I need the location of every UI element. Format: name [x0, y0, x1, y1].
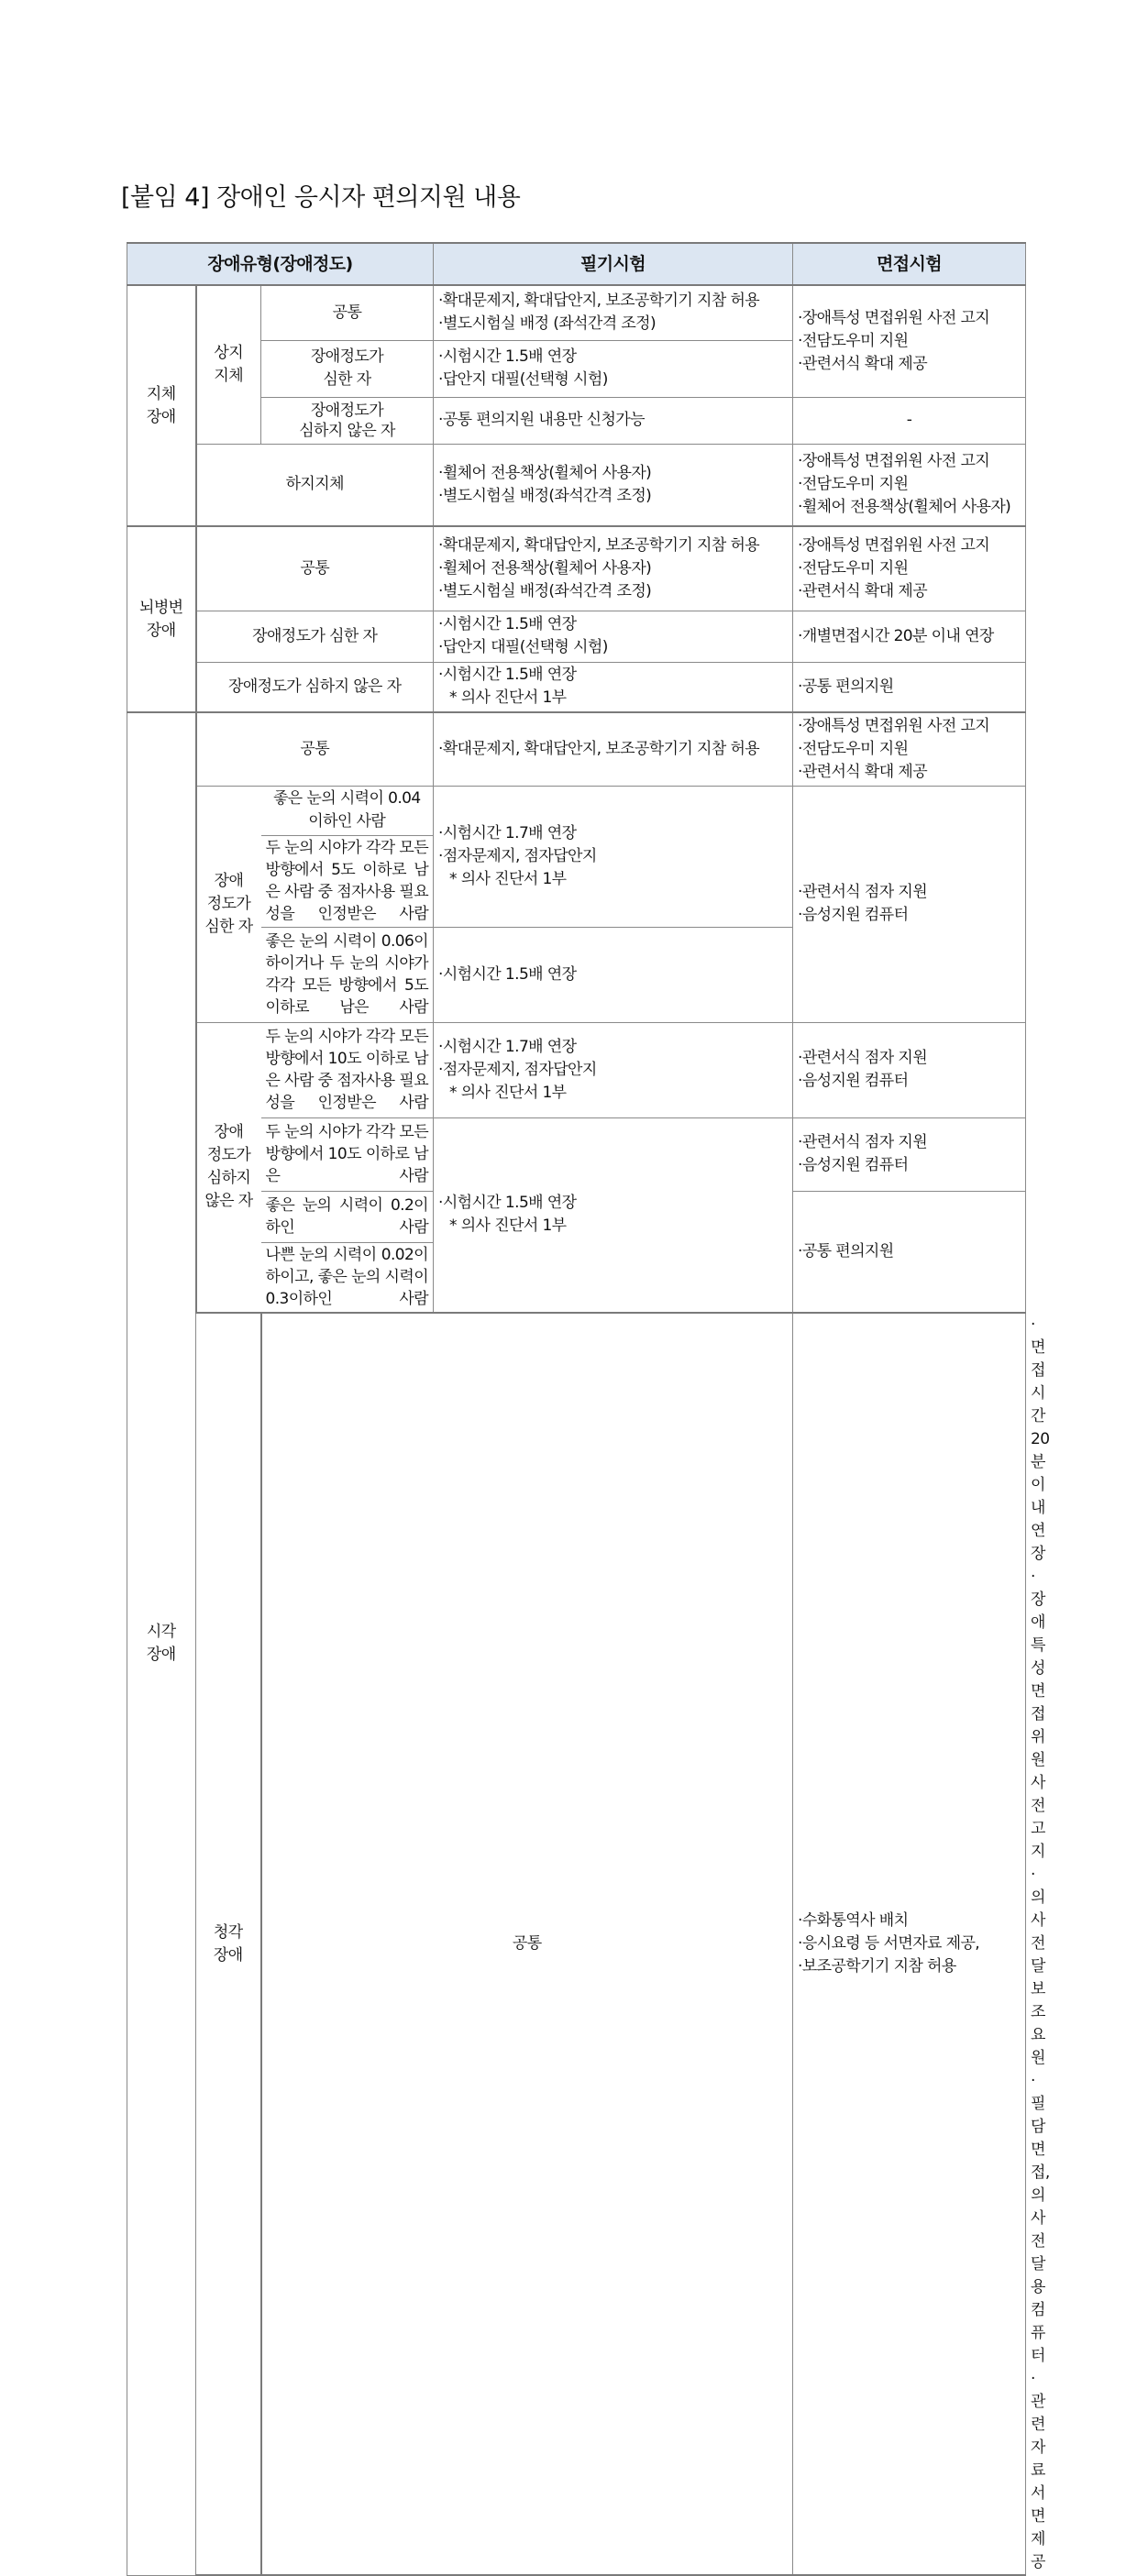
support-table: [127, 242, 1050, 2576]
list-item: · 관련서식 확대 제공: [798, 580, 1021, 603]
note-diagnosis: * 의사 진단서 1부: [438, 687, 788, 710]
list-item: · 관련서식 점자 지원: [798, 1131, 1021, 1154]
table-row: [127, 662, 1026, 712]
list-item: · 답안지 대필(선택형 시험): [438, 369, 788, 391]
cell-visual-severe-interview: [793, 786, 1026, 1022]
cell-brain-mild-interview: [793, 662, 1026, 712]
cell-upper-interview: [793, 285, 1026, 397]
list-item: · 전담도우미 지원: [798, 473, 1021, 496]
list-item: · 공통 편의지원: [798, 1240, 1021, 1263]
category-limb: 지체 장애: [127, 285, 196, 526]
list-item: · 확대문제지, 확대답안지, 보조공학기기 지참 허용: [438, 534, 788, 557]
table-row: [127, 444, 1026, 526]
category-hearing: 청각 장애: [196, 1313, 261, 2575]
header-row: [127, 243, 1026, 285]
cell-brain-mild-written: [434, 662, 793, 712]
list-item: · 별도시험실 배정(좌석간격 조정): [438, 580, 788, 603]
cell-brain-common-interview: [793, 526, 1026, 611]
table-row: [127, 397, 1026, 444]
list-item: · 답안지 대필(선택형 시험): [438, 636, 788, 659]
cell-limb-severe-written: [434, 340, 793, 397]
list-item: · 휠체어 전용책상(휠체어 사용자): [798, 496, 1021, 519]
cell-visual-severe-c2: 두 눈의 시야가 각각 모든 방향에서 5도 이하로 남은 사람 중 점자사용 필요성을 인정받은 사람: [261, 835, 434, 927]
cell-visual-severe-c3-written: [434, 927, 793, 1022]
table-row: [127, 526, 1026, 611]
note-diagnosis: * 의사 진단서 1부: [438, 1082, 788, 1105]
list-item: · 휠체어 전용책상(휠체어 사용자): [438, 462, 788, 485]
list-item: · 장애특성 면접위원 사전 고지: [798, 534, 1021, 557]
cell-lower-interview: [793, 444, 1026, 526]
list-item: · 수화통역사 배치: [798, 1910, 1021, 1932]
cell-visual-common: 공통: [196, 712, 434, 786]
cell-brain-severe: 장애정도가 심한 자: [196, 611, 434, 662]
cell-brain-severe-written: [434, 611, 793, 662]
list-item: · 시험시간 1.7배 연장: [438, 822, 788, 845]
table-row: [127, 1022, 1026, 1117]
cell-lower-written: [434, 444, 793, 526]
table-row: [127, 611, 1026, 662]
cell-visual-mild-c2-interview: [793, 1117, 1026, 1191]
cell-limb-mild-written: [434, 397, 793, 444]
cell-limb-common: 공통: [261, 285, 434, 340]
table-row: [127, 1117, 1026, 1191]
note-diagnosis: * 의사 진단서 1부: [438, 868, 788, 891]
list-item: · 공통 편의지원: [798, 676, 1021, 699]
list-item: · 휠체어 전용책상(휠체어 사용자): [438, 557, 788, 580]
cell-visual-mild-c1-written: [434, 1022, 793, 1117]
table-row: [127, 285, 1026, 340]
list-item: · 시험시간 1.5배 연장: [438, 664, 788, 687]
cell-visual-severe-c1: 좋은 눈의 시력이 0.04 이하인 사람: [261, 786, 434, 835]
list-item: · 시험시간 1.5배 연장: [438, 613, 788, 636]
list-item: · 장애특성 면접위원 사전 고지: [798, 715, 1021, 738]
category-brain: 뇌병변 장애: [127, 526, 196, 712]
cell-hearing-common-written: [793, 1313, 1026, 2575]
list-item: · 시험시간 1.5배 연장: [438, 963, 788, 986]
cell-visual-mild-c234-written: [434, 1117, 793, 1313]
subcategory-visual-mild: 장애 정도가 심하지 않은 자: [196, 1022, 261, 1313]
list-item: · 시험시간 1.7배 연장: [438, 1036, 788, 1059]
list-item: · 점자문제지, 점자답안지: [438, 1059, 788, 1082]
list-item: · 전담도우미 지원: [798, 738, 1021, 761]
cell-limb-common-written: [434, 285, 793, 340]
list-item: · 점자문제지, 점자답안지: [438, 845, 788, 868]
cell-lower-limb: 하지지체: [196, 444, 434, 526]
list-item: · 별도시험실 배정 (좌석간격 조정): [438, 313, 788, 336]
cell-visual-mild-c34-interview: [793, 1191, 1026, 1313]
header-interview: 면접시험: [793, 243, 1026, 285]
cell-brain-common: 공통: [196, 526, 434, 611]
list-item: · 관련서식 확대 제공: [798, 353, 1021, 376]
list-item: · 별도시험실 배정(좌석간격 조정): [438, 485, 788, 508]
subcategory-upper-limb: 상지 지체: [196, 285, 261, 444]
table-row: 청각 장애 공통 · 수화통역사 배치 · 응시요령 등 서면자료 제공, · 보조공학기기 지참 허용 면접시간 20분이내 연장 장애특성 면접위원 사전 고지 의사전달보조요원 필담면접, 의사전달용 컴퓨터 관련자료 서면제공: [127, 1313, 1026, 2575]
cell-visual-mild-c4: 나쁜 눈의 시력이 0.02이하이고, 좋은 눈의 시력이 0.3이하인 사람: [261, 1242, 434, 1313]
page-title: [붙임 4] 장애인 응시자 편의지원 내용: [121, 183, 521, 212]
list-item: · 전담도우미 지원: [798, 557, 1021, 580]
table-row: [127, 786, 1026, 835]
table-row: [127, 712, 1026, 786]
cell-brain-mild: 장애정도가 심하지 않은 자: [196, 662, 434, 712]
cell-limb-mild: 장애정도가 심하지 않은 자: [261, 397, 434, 444]
cell-visual-severe-c3: 좋은 눈의 시력이 0.06이하이거나 두 눈의 시야가 각각 모든 방향에서 5도 이하로 남은 사람: [261, 927, 434, 1022]
cell-visual-mild-c1: 두 눈의 시야가 각각 모든 방향에서 10도 이하로 남은 사람 중 점자사용 필요성을 인정받은 사람: [261, 1022, 434, 1117]
cell-hearing-common: 공통: [261, 1313, 793, 2575]
list-item: · 음성지원 컴퓨터: [798, 1154, 1021, 1177]
cell-brain-severe-interview: [793, 611, 1026, 662]
list-item: · 장애특성 면접위원 사전 고지: [798, 307, 1021, 330]
cell-brain-common-written: [434, 526, 793, 611]
list-item: · 확대문제지, 확대답안지, 보조공학기기 지참 허용: [438, 738, 788, 761]
list-item: · 관련서식 점자 지원: [798, 1047, 1021, 1070]
list-item: · 시험시간 1.5배 연장: [438, 346, 788, 369]
list-item: · 시험시간 1.5배 연장: [438, 1192, 788, 1215]
cell-visual-mild-c3: 좋은 눈의 시력이 0.2이하인 사람: [261, 1191, 434, 1242]
list-item: · 장애특성 면접위원 사전 고지: [798, 450, 1021, 473]
list-item: · 확대문제지, 확대답안지, 보조공학기기 지참 허용: [438, 290, 788, 313]
list-item: · 공통 편의지원 내용만 신청가능: [438, 409, 788, 432]
note-diagnosis: * 의사 진단서 1부: [438, 1215, 788, 1238]
list-item: · 보조공학기기 지참 허용: [798, 1955, 1021, 1978]
cell-visual-mild-c2: 두 눈의 시야가 각각 모든 방향에서 10도 이하로 남은 사람: [261, 1117, 434, 1191]
subcategory-visual-severe: 장애 정도가 심한 자: [196, 786, 261, 1022]
header-type: 장애유형(장애정도): [127, 243, 434, 285]
list-item: · 관련서식 확대 제공: [798, 761, 1021, 784]
cell-visual-common-written: [434, 712, 793, 786]
cell-visual-common-interview: [793, 712, 1026, 786]
header-written: 필기시험: [434, 243, 793, 285]
cell-limb-mild-interview: -: [793, 397, 1026, 444]
list-item: · 개별면접시간 20분 이내 연장: [798, 625, 1021, 648]
list-item: · 음성지원 컴퓨터: [798, 904, 1021, 927]
category-visual: 시각 장애: [127, 712, 196, 2575]
list-item: · 음성지원 컴퓨터: [798, 1070, 1021, 1093]
cell-visual-severe-c12-written: [434, 786, 793, 927]
list-item: · 전담도우미 지원: [798, 330, 1021, 353]
list-item: · 응시요령 등 서면자료 제공,: [798, 1932, 1021, 1955]
cell-limb-severe: 장애정도가 심한 자: [261, 340, 434, 397]
list-item: · 관련서식 점자 지원: [798, 881, 1021, 904]
cell-visual-mild-c1-interview: [793, 1022, 1026, 1117]
